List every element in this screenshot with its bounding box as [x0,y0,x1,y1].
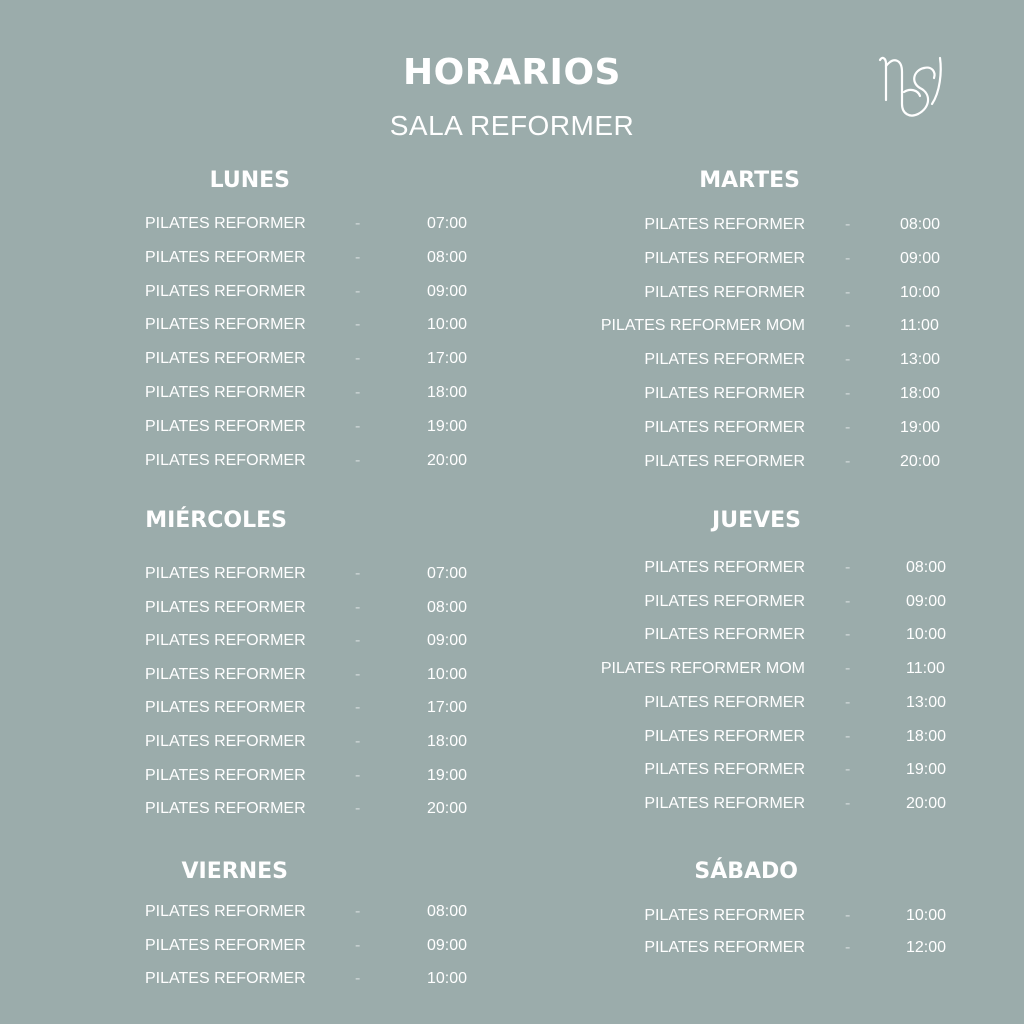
separator-dash: - [845,317,851,335]
class-time: 18:00 [427,384,468,401]
class-time: 07:00 [427,565,468,582]
schedule-row [0,216,1024,236]
class-time: 10:00 [427,970,468,987]
class-time: 19:00 [900,418,941,436]
class-name: PILATES REFORMER [145,766,306,784]
separator-dash: - [355,316,361,334]
class-time: 09:00 [427,282,468,300]
separator-dash: - [845,626,851,644]
schedule-row [0,453,1024,473]
separator-dash: - [845,907,851,924]
class-time: 10:00 [427,316,468,334]
class-time: 19:00 [906,761,947,779]
separator-dash: - [355,215,361,232]
class-name: PILATES REFORMER [145,800,306,818]
class-name: PILATES REFORMER [145,350,306,368]
separator-dash: - [355,903,361,920]
schedule-row [0,795,1024,815]
class-name: PILATES REFORMER [644,283,805,301]
class-name: PILATES REFORMER [644,249,805,267]
class-time: 18:00 [906,727,947,745]
class-time: 09:00 [900,249,941,267]
class-time: 17:00 [427,350,468,368]
class-name: PILATES REFORMER [145,451,306,469]
separator-dash: - [845,939,851,956]
separator-dash: - [845,592,851,610]
class-name: PILATES REFORMER [145,282,306,300]
class-name: PILATES REFORMER [644,907,805,924]
class-name: PILATES REFORMER [145,248,306,266]
schedule-row [0,626,1024,646]
class-time: 10:00 [906,907,947,924]
day-title-2: MARTES [699,168,800,193]
separator-dash: - [845,283,851,301]
class-name: PILATES REFORMER [644,592,805,610]
separator-dash: - [355,733,361,750]
class-time: 18:00 [427,733,468,750]
schedule-row [0,761,1024,781]
class-name: PILATES REFORMER [145,632,306,650]
day-title-1: LUNES [209,168,290,193]
schedule-row [0,728,1024,748]
schedule-row [0,284,1024,304]
class-time: 10:00 [900,283,941,301]
class-name: PILATES REFORMER [644,761,805,779]
separator-dash: - [845,727,851,745]
class-name: PILATES REFORMER [644,418,805,436]
separator-dash: - [355,598,361,616]
separator-dash: - [845,452,851,470]
separator-dash: - [355,384,361,401]
separator-dash: - [845,249,851,267]
class-name: PILATES REFORMER [644,693,805,711]
class-name: PILATES REFORMER MOM [600,660,805,678]
class-time: 13:00 [900,351,941,369]
class-time: 08:00 [427,248,468,266]
class-name: PILATES REFORMER [644,939,805,956]
schedule-row [0,936,1024,959]
class-time: 20:00 [900,452,941,470]
page-title: HORARIOS [403,52,621,93]
separator-dash: - [355,800,361,818]
class-name: PILATES REFORMER [145,936,306,954]
class-name: PILATES REFORMER [145,598,306,616]
separator-dash: - [355,699,361,717]
class-time: 09:00 [906,592,947,610]
class-name: PILATES REFORMER [145,970,306,987]
separator-dash: - [355,248,361,266]
separator-dash: - [355,565,361,582]
class-name: PILATES REFORMER [644,385,805,402]
schedule-row [0,351,1024,371]
class-time: 08:00 [900,216,941,233]
separator-dash: - [355,282,361,300]
separator-dash: - [355,766,361,784]
separator-dash: - [845,351,851,369]
class-time: 10:00 [427,665,468,683]
class-time: 19:00 [427,766,468,784]
schedule-row [0,385,1024,405]
class-name: PILATES REFORMER [644,452,805,470]
schedule-row [0,593,1024,613]
class-time: 11:00 [900,317,939,335]
separator-dash: - [845,794,851,812]
separator-dash: - [355,350,361,368]
day-title-6: SÁBADO [694,859,798,884]
schedule-row [0,970,1024,990]
schedule-row [0,559,1024,579]
class-name: PILATES REFORMER MOM [600,317,805,335]
schedule-row [0,694,1024,714]
class-name: PILATES REFORMER [644,559,805,576]
class-name: PILATES REFORMER [644,216,805,233]
class-time: 08:00 [906,559,947,576]
separator-dash: - [845,216,851,233]
class-name: PILATES REFORMER [644,794,805,812]
separator-dash: - [355,417,361,435]
class-time: 07:00 [427,215,468,232]
class-time: 08:00 [427,598,468,616]
class-time: 09:00 [427,936,468,954]
schedule-row [0,907,1024,927]
class-time: 20:00 [906,794,947,812]
class-time: 20:00 [427,800,468,818]
class-name: PILATES REFORMER [145,215,306,232]
class-name: PILATES REFORMER [145,417,306,435]
ns-monogram-logo-icon [874,52,952,120]
separator-dash: - [845,693,851,711]
separator-dash: - [355,632,361,650]
class-time: 08:00 [427,903,468,920]
separator-dash: - [355,665,361,683]
class-name: PILATES REFORMER [145,665,306,683]
class-name: PILATES REFORMER [644,351,805,369]
class-time: 19:00 [427,417,468,435]
day-title-4: JUEVES [712,508,801,533]
class-name: PILATES REFORMER [145,384,306,401]
day-title-5: VIERNES [181,859,288,884]
page-subtitle: SALA REFORMER [389,110,635,141]
class-time: 13:00 [906,693,947,711]
class-time: 09:00 [427,632,468,650]
separator-dash: - [845,660,851,678]
class-name: PILATES REFORMER [145,733,306,750]
separator-dash: - [845,559,851,576]
class-name: PILATES REFORMER [644,727,805,745]
schedule-row [0,250,1024,270]
separator-dash: - [845,418,851,436]
class-time: 11:00 [906,660,945,678]
schedule-row [0,317,1024,337]
class-time: 18:00 [900,385,941,402]
class-name: PILATES REFORMER [644,626,805,644]
schedule-row [0,419,1024,439]
class-name: PILATES REFORMER [145,565,306,582]
separator-dash: - [355,936,361,954]
separator-dash: - [845,385,851,402]
class-name: PILATES REFORMER [145,699,306,717]
class-time: 10:00 [906,626,947,644]
separator-dash: - [355,451,361,469]
separator-dash: - [355,970,361,987]
class-time: 20:00 [427,451,468,469]
class-time: 17:00 [427,699,468,717]
class-name: PILATES REFORMER [145,316,306,334]
class-time: 12:00 [906,939,947,956]
separator-dash: - [845,761,851,779]
schedule-row [0,660,1024,680]
class-name: PILATES REFORMER [145,903,306,920]
day-title-3: MIÉRCOLES [145,508,287,533]
